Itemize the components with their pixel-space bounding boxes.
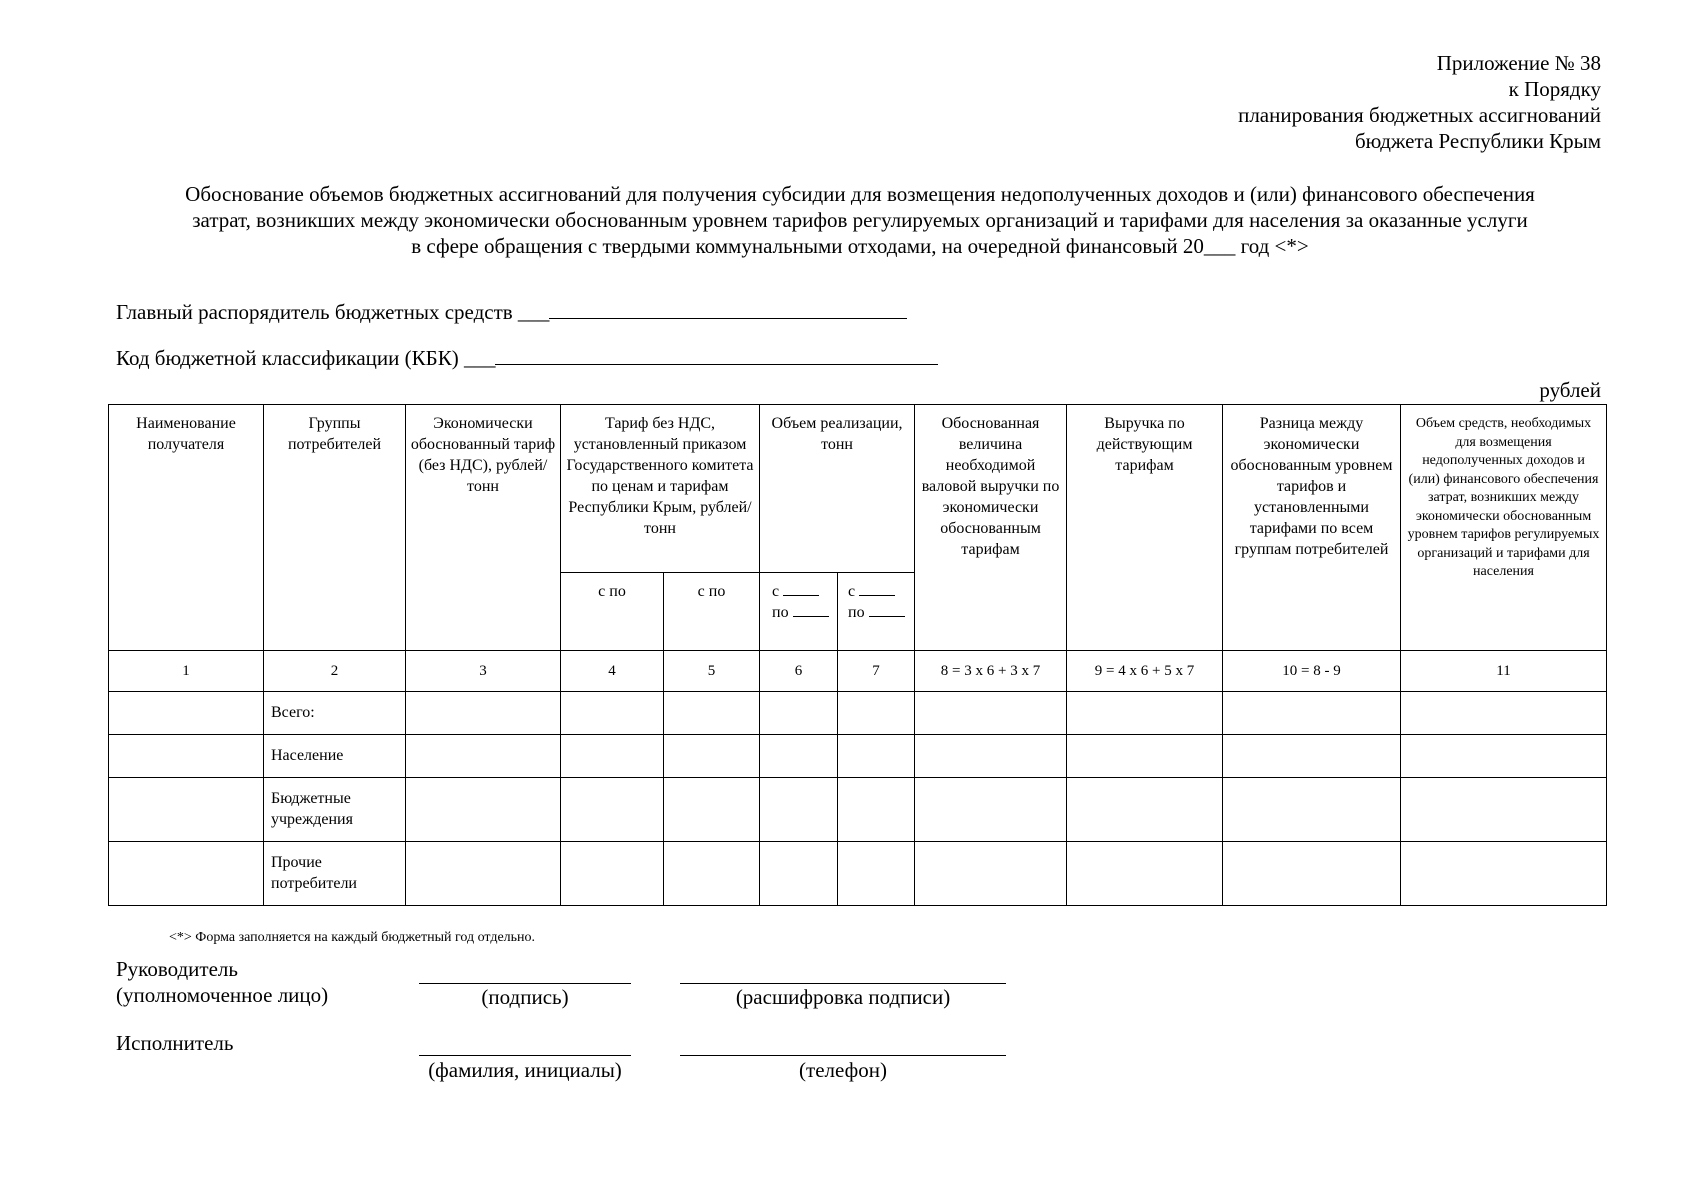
table-row bbox=[109, 778, 1607, 842]
main-manager-label: Главный распорядитель бюджетных средств ___ bbox=[116, 300, 550, 324]
table-cell[interactable] bbox=[915, 735, 1067, 778]
header-required-funds: Объем средств, необходимых для возмещения недополученных доходов и (или) финансового обеспечения затрат, возникших между экономически обоснованным уровнем тарифов регулируемых организаций и тарифами для населения bbox=[1401, 405, 1607, 651]
subheader-period-4-from: с bbox=[848, 583, 856, 600]
table-cell[interactable] bbox=[1223, 735, 1401, 778]
main-manager-field bbox=[116, 296, 907, 325]
table-cell[interactable] bbox=[1067, 735, 1223, 778]
document-title bbox=[110, 181, 1610, 259]
table-cell[interactable] bbox=[1223, 778, 1401, 842]
table-cell[interactable] bbox=[561, 842, 664, 906]
executor-name-caption: (фамилия, инициалы) bbox=[428, 1058, 622, 1082]
table-cell[interactable] bbox=[760, 692, 838, 735]
appendix-ref-3: бюджета Республики Крым bbox=[1354, 129, 1601, 153]
signature-decode-caption: (расшифровка подписи) bbox=[735, 985, 951, 1009]
table-cell[interactable] bbox=[838, 842, 915, 906]
column-number: 11 bbox=[1401, 651, 1607, 692]
subheader-period-3-to: по bbox=[772, 604, 789, 621]
kbk-field bbox=[116, 342, 938, 371]
appendix-ref-2: планирования бюджетных ассигнований bbox=[1238, 103, 1601, 127]
table-cell[interactable] bbox=[1067, 778, 1223, 842]
column-number: 3 bbox=[406, 651, 561, 692]
executor-label: Исполнитель bbox=[116, 1031, 234, 1055]
table-cell[interactable] bbox=[915, 778, 1067, 842]
column-number: 2 bbox=[264, 651, 406, 692]
table-cell[interactable] bbox=[915, 842, 1067, 906]
table-cell[interactable] bbox=[109, 692, 264, 735]
justification-table bbox=[108, 404, 1607, 906]
header-row bbox=[109, 405, 1607, 573]
appendix-number: Приложение № 38 bbox=[1436, 51, 1601, 75]
table-row bbox=[109, 842, 1607, 906]
table-cell[interactable] bbox=[664, 778, 760, 842]
footnote: <*> Форма заполняется на каждый бюджетный год отдельно. bbox=[169, 930, 536, 945]
column-number: 1 bbox=[109, 651, 264, 692]
title-line-2: затрат, возникших между экономически обоснованным уровнем тарифов регулируемых организаций и тарифами для населения за оказанные услуги bbox=[192, 208, 1528, 232]
table-cell[interactable] bbox=[109, 735, 264, 778]
table-cell[interactable] bbox=[406, 778, 561, 842]
table-cell[interactable] bbox=[561, 778, 664, 842]
column-number: 5 bbox=[664, 651, 760, 692]
table-cell[interactable] bbox=[1401, 842, 1607, 906]
table-cell[interactable] bbox=[406, 692, 561, 735]
table-cell[interactable] bbox=[664, 735, 760, 778]
table-cell[interactable] bbox=[838, 778, 915, 842]
executor-name-line[interactable] bbox=[419, 1055, 631, 1056]
table-cell[interactable] bbox=[664, 842, 760, 906]
table-cell[interactable] bbox=[915, 692, 1067, 735]
column-number: 9 = 4 x 6 + 5 x 7 bbox=[1067, 651, 1223, 692]
header-established-tariff: Тариф без НДС, установленный приказом Государственного комитета по ценам и тарифам Республики Крым, рублей/тонн bbox=[561, 405, 760, 573]
units-label: рублей bbox=[1539, 378, 1601, 402]
table-cell[interactable] bbox=[664, 692, 760, 735]
header-economic-tariff: Экономически обоснованный тариф (без НДС), рублей/тонн bbox=[406, 405, 561, 651]
main-manager-line[interactable] bbox=[549, 296, 907, 319]
table-cell[interactable] bbox=[1223, 842, 1401, 906]
column-number: 6 bbox=[760, 651, 838, 692]
header-current-revenue: Выручка по действующим тарифам bbox=[1067, 405, 1223, 651]
head-label-line-2: (уполномоченное лицо) bbox=[116, 983, 329, 1007]
table-cell[interactable] bbox=[760, 735, 838, 778]
kbk-label: Код бюджетной классификации (КБК) ___ bbox=[116, 346, 496, 370]
title-line-3: в сфере обращения с твердыми коммунальными отходами, на очередной финансовый 20___ год <*> bbox=[411, 234, 1309, 258]
table-cell[interactable] bbox=[1223, 692, 1401, 735]
table-row bbox=[109, 735, 1607, 778]
table-cell[interactable] bbox=[760, 778, 838, 842]
header-tariff-difference: Разница между экономически обоснованным уровнем тарифов и установленными тарифами по всем группам потребителей bbox=[1223, 405, 1401, 651]
table-cell[interactable] bbox=[1401, 735, 1607, 778]
subheader-period-3-from: с bbox=[772, 583, 780, 600]
table-cell[interactable] bbox=[406, 842, 561, 906]
appendix-ref: к Порядку bbox=[1508, 77, 1601, 101]
table-cell[interactable] bbox=[1401, 692, 1607, 735]
group-budget-institutions: Бюджетные учреждения bbox=[264, 778, 406, 842]
table-cell[interactable] bbox=[838, 735, 915, 778]
table-cell[interactable] bbox=[1067, 842, 1223, 906]
column-number: 10 = 8 - 9 bbox=[1223, 651, 1401, 692]
appendix-header bbox=[901, 50, 1601, 154]
subheader-period-4 bbox=[838, 573, 915, 651]
header-consumer-groups: Группы потребителей bbox=[264, 405, 406, 651]
title-line-1: Обоснование объемов бюджетных ассигнований для получения субсидии для возмещения недополученных доходов и (или) финансового обеспечения bbox=[185, 182, 1535, 206]
column-number: 8 = 3 x 6 + 3 x 7 bbox=[915, 651, 1067, 692]
table-cell[interactable] bbox=[561, 692, 664, 735]
column-number: 4 bbox=[561, 651, 664, 692]
group-other-consumers: Прочие потребители bbox=[264, 842, 406, 906]
table-cell[interactable] bbox=[1401, 778, 1607, 842]
table-cell[interactable] bbox=[760, 842, 838, 906]
table-cell[interactable] bbox=[406, 735, 561, 778]
kbk-line[interactable] bbox=[495, 342, 938, 365]
executor-phone-line[interactable] bbox=[680, 1055, 1006, 1056]
executor-phone-caption: (телефон) bbox=[799, 1058, 887, 1082]
table-cell[interactable] bbox=[109, 842, 264, 906]
head-label-line-1: Руководитель bbox=[116, 957, 238, 981]
subheader-period-1: с по bbox=[561, 573, 664, 651]
subheader-period-3 bbox=[760, 573, 838, 651]
header-gross-revenue: Обоснованная величина необходимой валовой выручки по экономически обоснованным тарифам bbox=[915, 405, 1067, 651]
head-label bbox=[116, 956, 328, 1008]
column-number: 7 bbox=[838, 651, 915, 692]
column-number-row bbox=[109, 651, 1607, 692]
header-recipient: Наименование получателя bbox=[109, 405, 264, 651]
header-sales-volume: Объем реализации, тонн bbox=[760, 405, 915, 573]
table-cell[interactable] bbox=[1067, 692, 1223, 735]
signature-decode-line[interactable] bbox=[680, 983, 1006, 984]
table-cell[interactable] bbox=[109, 778, 264, 842]
table-cell[interactable] bbox=[561, 735, 664, 778]
group-total: Всего: bbox=[264, 692, 406, 735]
signature-caption: (подпись) bbox=[481, 985, 569, 1009]
subheader-period-2: с по bbox=[664, 573, 760, 651]
group-population: Население bbox=[264, 735, 406, 778]
subheader-period-4-to: по bbox=[848, 604, 865, 621]
table-row bbox=[109, 692, 1607, 735]
signature-line[interactable] bbox=[419, 983, 631, 984]
table-cell[interactable] bbox=[838, 692, 915, 735]
